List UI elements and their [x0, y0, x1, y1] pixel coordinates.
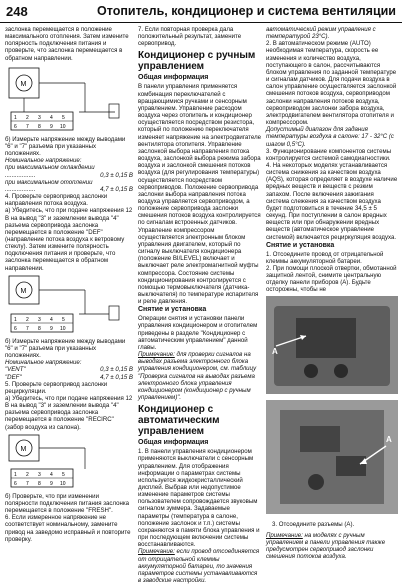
svg-text:8: 8 — [38, 480, 41, 487]
svg-text:7: 7 — [26, 123, 29, 130]
auto-info-2: 2. В автоматическом режиме (AUTO) необходимая температура, скорость ее изменения и количество воздуха, поступающего в салон, рассчитываются блоком управления по заданной температуре и сигналам датчиков. Для подачи воздуха в салон управление осуществляется заслонкой смешения потоков воздуха, сервоприводом заслонки направления потоков воздуха, сервоприводом заслонки забора воздуха, электродвигателем вентилятора отопителя и компрессором. — [266, 40, 397, 127]
svg-text:2: 2 — [26, 316, 29, 323]
step-5: 5. Проверьте сервопривод заслонки рециркуляции. — [5, 380, 108, 395]
photo-label-a2: A — [386, 435, 392, 444]
meas-vent — [5, 366, 133, 373]
svg-text:M: M — [20, 445, 27, 453]
meas-vent-label: "VENT" — [5, 366, 26, 374]
step-6: 6. Если измеренное напряжение не соответствует номинальному, замените привод на заведомо исправный и повторите проверку. — [5, 514, 131, 543]
svg-text:10: 10 — [60, 123, 66, 130]
nominal-label-2: Номинальное напряжение: — [5, 359, 82, 367]
step-b-1: б) Измерьте напряжение между выводами "6" и "7" разъема при указанных положениях. — [5, 135, 126, 158]
svg-text:4: 4 — [50, 114, 53, 121]
svg-text:6: 6 — [14, 123, 17, 130]
svg-text:5: 5 — [62, 316, 65, 323]
svg-text:1: 1 — [14, 471, 17, 478]
removal-step-2: 2. При помощи плоской отвертки, обмотанной защитной лентой, снимите центральную отделку панели приборов (А). Будьте осторожны, чтобы не — [266, 265, 397, 294]
column-3 — [266, 26, 398, 294]
svg-text:5: 5 — [62, 471, 65, 478]
svg-text:5: 5 — [62, 114, 65, 121]
temp-range-label: Допустимый диапазон для задания температуры воздуха в салоне — [266, 126, 368, 141]
step-5b: б) Проверьте, что при изменении полярности подключения питания заслонка перемещается в положение "FRESH". — [5, 492, 130, 515]
note2-text: если провод отсоединяется от отрицательной клеммы аккумуляторной батареи, то значения параметров системы устанавливаются в заводские настройки. — [138, 548, 260, 584]
svg-text:4: 4 — [50, 316, 53, 323]
temp-range-value: : 17 - 32°C (с шагом 0,5°C). — [266, 133, 394, 148]
note-text: для проверки сигналов на выводах разъема электронного блока управления кондиционером, см. таблицу "Проверка сигналов на выводах разъема электронного блока управления кондиционером (кондиционер с ручным управлением)". — [138, 351, 257, 402]
auto-continued: автоматический режим управления с температурой 23°C). — [266, 26, 376, 41]
page-title: Отопитель, кондиционер и система вентиляции — [97, 4, 396, 18]
svg-text:4: 4 — [50, 471, 53, 478]
intro-text: заслонка перемещается в положение максимального отопления. Затем измените полярность подключения питания и проверьте, что заслонка перемещается в обратном направлении. — [5, 26, 129, 62]
meas-1-value: 0,3 ± 0,15 В — [100, 171, 133, 179]
note3-label: Примечание: — [266, 532, 303, 539]
meas-def — [5, 374, 133, 381]
note3 — [266, 532, 398, 561]
removal-text: Операции снятия и установки панели управления кондиционером и отопителем приведены в разделе "Кондиционер с автоматическим управлением" данной главы. — [138, 315, 258, 351]
meas-2-label: при максимальном отоплении — [5, 178, 93, 186]
svg-text:1: 1 — [14, 114, 17, 121]
note-label: Примечание: — [138, 351, 175, 359]
step-4: 4. Проверьте сервопривод заслонки направления потока воздуха. — [5, 193, 108, 208]
column-1 — [5, 26, 133, 543]
page-number: 248 — [6, 4, 28, 19]
heading-manual-ac: Кондиционер с ручным управлением — [138, 50, 256, 73]
meas-def-value: 4,7 ± 0,15 В — [100, 373, 133, 381]
svg-text:3: 3 — [38, 471, 41, 478]
photo-label-a1: A — [272, 347, 278, 356]
nominal-label-1: Номинальное напряжение: — [5, 157, 82, 165]
svg-text:10: 10 — [60, 480, 66, 487]
heading-removal: Снятие и установка — [138, 306, 207, 314]
auto-info-3: 3. Функционирование компонентов системы контролируется системой самодиагностики. — [266, 147, 392, 162]
step-5a: а) Убедитесь, что при подаче напряжения 12 В на вывод "3" и заземлении вывода "4" разъема сервопривода заслонка перемещается в положение "RECIRC" (забор воздуха из салона). — [5, 395, 133, 431]
page-header — [0, 0, 402, 23]
svg-text:6: 6 — [14, 325, 17, 332]
dashboard-photo — [266, 296, 398, 514]
svg-text:7: 7 — [26, 480, 29, 487]
auto-info-1: 1. В панели управления кондиционером применяются выключатели с сенсорным управлением. Для отображения информации о параметрах системы используется жидкокристаллический дисплей. Выбрав или недопустимое изменение параметров системы пользователем сопровождается звуковым сигналом зуммера. Задаваемые параметры (температура в салоне, положение заслонок и т.п.) системы сохраняются в памяти блока управления и при последующем включении системы восстанавливаются. — [138, 448, 260, 549]
removal-step-1: 1. Отсоедините провод от отрицательной клеммы аккумуляторной батареи. — [266, 250, 384, 265]
note2-label: Примечание: — [138, 548, 175, 556]
step-4a: а) Убедитесь, что при подаче напряжения 12 В на вывод "3" и заземлении вывода "4" разъема сервопривода заслонка перемещается в положение "DEF" (направление потока воздуха к ветровому стеклу). Затем измените полярность подключения питания и проверьте, что заслонка перемещается в обратном направлении. — [5, 207, 133, 272]
heading-auto-ac: Кондиционер с автоматическим управлением — [138, 404, 220, 438]
meas-1-label: при максимальном охлаждении — [5, 164, 95, 172]
auto-info-4: 4. На некоторых моделях устанавливается система снижения за качеством воздуха (AQS), которая определяет в воздухе наличие вредных веществ и веществ с резким запахом. После включения зажигания система слежения за качеством воздуха будет подготовиться в течение 34,5 ± 5 секунд. При поступлении в салон вредных веществ или при обнаружении вредных веществ (автоматическое управление системой) включается рециркуляция воздуха. — [266, 161, 398, 241]
heading-general-info: Общая информация — [138, 74, 209, 82]
meas-def-label: "DEF" — [5, 373, 22, 381]
svg-text:M: M — [20, 287, 27, 295]
svg-text:9: 9 — [50, 325, 53, 332]
svg-text:8: 8 — [38, 325, 41, 332]
svg-text:2: 2 — [26, 114, 29, 121]
step-7: 7. Если повторная проверка дала положительный результат, замените сервопривод. — [138, 26, 242, 48]
svg-text:2: 2 — [26, 471, 29, 478]
svg-text:1: 1 — [14, 316, 17, 323]
servo-diagram-3 — [5, 433, 125, 491]
svg-text:M: M — [20, 80, 27, 88]
svg-text:9: 9 — [50, 480, 53, 487]
svg-text:7: 7 — [26, 325, 29, 332]
heading-general-info-2: Общая информация — [138, 439, 209, 447]
photo-caption: 3. Отсоедините разъемы (А). — [272, 521, 355, 528]
svg-text:8: 8 — [38, 123, 41, 130]
column-2 — [138, 26, 262, 584]
meas-1: .................. 0,3 ± 0,15 В — [5, 171, 133, 179]
svg-text:3: 3 — [38, 114, 41, 121]
note3-text: на моделях с ручным управлением в панели управления также предусмотрен сервопривод заслонки смешения потоков воздуха. — [266, 532, 386, 561]
servo-diagram-1 — [5, 64, 125, 134]
meas-2: .................. 4,7 ± 0,15 В — [5, 185, 133, 193]
step-4b: б) Измерьте напряжение между выводами "6" и "7" разъема при указанных положениях. — [5, 337, 126, 360]
general-info-text: В панели управления применяется комбинация переключателей с вращающимися ручками и сенсорным управлением. Управление расходом воздуха через отопитель и кондиционер осуществляется посредством резистора, который по положению переключателя изменяет напряжение на электродвигателе вентилятора отопителя. Управление заслонкой выбора направления потока воздуха, заслонкой выбора режима забора воздуха и заслонкой смешения потоков воздуха (для регулирования температуры) осуществляется посредством сервоприводов. Положение сервопривода заслонки выбора направления потока воздуха управляется сервоприводом, а положение сервопривода заслонки смешения потоков воздуха контролируется по сигналам встроенных датчиков. Управление компрессором осуществляется электронным блоком управления двигателем, который по сигналу выключателя кондиционера (положение BI/LEVEL) включает и выключает реле электромагнитной муфты компрессора. Состояние системы кондиционирования контролируется с помощью термовыключателя (датчика-выключателя) по температуре испарителя и реле давления. — [138, 83, 262, 306]
heading-removal-auto: Снятие и установка — [266, 241, 335, 249]
svg-text:3: 3 — [38, 316, 41, 323]
meas-vent-value: 0,3 ± 0,15 В — [100, 366, 133, 374]
svg-text:10: 10 — [60, 325, 66, 332]
svg-text:6: 6 — [14, 480, 17, 487]
svg-text:9: 9 — [50, 123, 53, 130]
meas-2-value: 4,7 ± 0,15 В — [100, 185, 133, 193]
servo-diagram-2 — [5, 274, 125, 336]
